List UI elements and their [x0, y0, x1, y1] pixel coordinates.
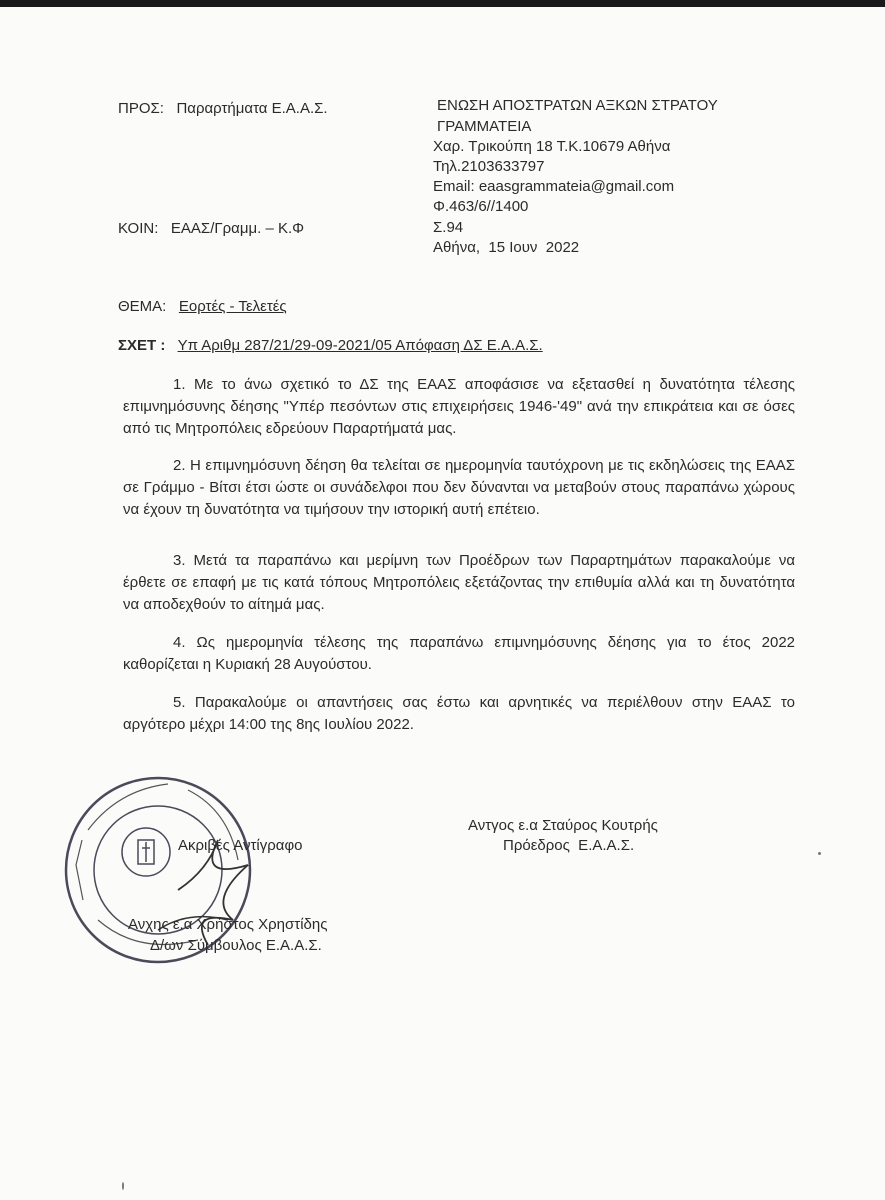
- scan-top-edge: [0, 0, 885, 7]
- subject-label: ΘΕΜΑ:: [118, 298, 167, 315]
- cc-value: ΕΑΑΣ/Γραμμ. – Κ.Φ: [170, 220, 305, 237]
- sender-address: Χαρ. Τρικούπη 18 Τ.Κ.10679 Αθήνα: [433, 138, 671, 155]
- document-date: Αθήνα, 15 Ιουν 2022: [433, 239, 580, 256]
- sender-org: ΕΝΩΣΗ ΑΠΟΣΤΡΑΤΩΝ ΑΞΚΩΝ ΣΤΡΑΤΟΥ: [437, 97, 718, 114]
- sender-email: Email: eaasgrammateia@gmail.com: [433, 178, 675, 195]
- paragraph-3: 3. Μετά τα παραπάνω και μερίμνη των Προέδρων των Παραρτημάτων παρακαλούμε να έρθετε σε επαφή με τις κατά τόπους Μητροπόλεις εξετάζοντας την επιθυμία αλλά και τη δυνατότητα να αποδεχθούν το αίτημά μας.: [123, 552, 795, 613]
- file-reference: Φ.463/6//1400: [433, 198, 529, 215]
- scan-speck: [818, 852, 821, 855]
- subject-value: Εορτές - Τελετές: [178, 298, 287, 315]
- protocol-number: Σ.94: [433, 219, 464, 236]
- recipient-value: Παραρτήματα Ε.Α.Α.Σ.: [176, 100, 328, 117]
- paragraph-4: 4. Ως ημερομηνία τέλεσης της παραπάνω επιμνημόσυνης δέησης για το έτος 2022 καθορίζεται η Κυριακή 28 Αυγούστου.: [123, 634, 795, 673]
- recipient-line: [118, 99, 328, 119]
- signatory-right-title: Πρόεδρος Ε.Α.Α.Σ.: [503, 837, 635, 854]
- recipient-label: ΠΡΟΣ:: [118, 100, 164, 117]
- reference-value: Υπ Αριθμ 287/21/29-09-2021/05 Απόφαση ΔΣ Ε.Α.Α.Σ.: [177, 337, 543, 354]
- scan-speck: [122, 1182, 124, 1190]
- paragraph-2: 2. Η επιμνημόσυνη δέηση θα τελείται σε ημερομηνία ταυτόχρονη με τις εκδηλώσεις της ΕΑΑΣ σε Γράμμο - Βίτσι έτσι ώστε οι συνάδελφοι που δεν δύνανται να μεταβούν στους παραπάνω χώρους να έχουν τη δυνατότητα να τιμήσουν την ιστορική αυτή επέτειο.: [123, 457, 795, 518]
- cc-line: [118, 219, 304, 239]
- signatory-left-title: Δ/ων Σύμβουλος Ε.Α.Α.Σ.: [150, 937, 322, 954]
- subject-line: [118, 297, 287, 317]
- cc-label: ΚΟΙΝ:: [118, 220, 159, 237]
- sender-dept: ΓΡΑΜΜΑΤΕΙΑ: [437, 118, 532, 135]
- signatory-right-name: Αντγος ε.α Σταύρος Κουτρής: [468, 817, 658, 834]
- certification-text: Ακριβές Αντίγραφο: [178, 837, 303, 854]
- paragraph-5: 5. Παρακαλούμε οι απαντήσεις σας έστω και αρνητικές να περιέλθουν στην ΕΑΑΣ το αργότερο μέχρι 14:00 της 8ης Ιουλίου 2022.: [123, 694, 795, 733]
- sender-phone: Τηλ.2103633797: [433, 158, 545, 175]
- reference-line: [118, 336, 543, 356]
- reference-label: ΣΧΕΤ :: [118, 337, 166, 354]
- paragraph-1: 1. Με το άνω σχετικό το ΔΣ της ΕΑΑΣ αποφάσισε να εξετασθεί η δυνατότητα τέλεσης επιμνημόσυνης δέησης "Υπέρ πεσόντων στις επιχειρήσεις 1946-'49" ανά την επικράτεια και σε όσες από τις Μητροπόλεις εδρεύουν Παραρτήματά μας.: [123, 376, 795, 437]
- signatory-left-name: Ανχης ε.α Χρήστος Χρηστίδης: [128, 916, 328, 933]
